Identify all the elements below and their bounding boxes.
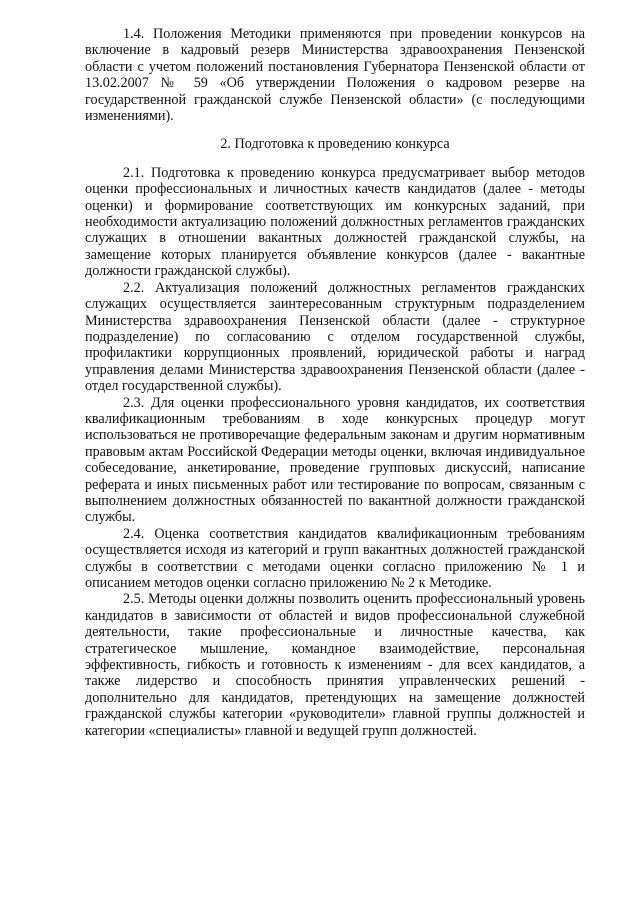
paragraph-2-2: 2.2. Актуализация положений должностных регламентов гражданских служащих осуществляется заинтересованным структурным подразделением Министерства здравоохранения Пензенской области (далее - структурное подразделение) по согласованию с отделом государственной службы, профилактики коррупционных проявлений, юридической работы и наград управления делами Министерства здравоохранения Пензенской области (далее - отдел государственной службы). (85, 279, 585, 395)
paragraph-2-1: 2.1. Подготовка к проведению конкурса предусматривает выбор методов оценки профессиональных и личностных качеств кандидатов (далее - методы оценки) и формирование соответствующих им конкурсных заданий, при необходимости актуализацию положений должностных регламентов гражданских служащих в отношении вакантных должностей гражданской службы, на замещение которых планируется объявление конкурсов (далее - вакантные должности гражданской службы). (85, 164, 585, 280)
paragraph-2-4: 2.4. Оценка соответствия кандидатов квалификационным требованиям осуществляется исходя из категорий и групп вакантных должностей гражданской службы в соответствии с методами оценки согласно приложению № 1 и описанием методов оценки согласно приложению № 2 к Методике. (85, 525, 585, 591)
section-heading: 2. Подготовка к проведению конкурса (220, 136, 450, 153)
paragraph-1-4: 1.4. Положения Методики применяются при проведении конкурсов на включение в кадровый резерв Министерства здравоохранения Пензенской области с учетом положений постановления Губернатора Пензенской области от 13.02.2007 № 59 «Об утверждении Положения о кадровом резерве на государственной гражданской службе Пензенской области» (с последующими изменениями). (85, 26, 585, 125)
paragraph-2-3: 2.3. Для оценки профессионального уровня кандидатов, их соответствия квалификационным требованиям в ходе конкурсных процедур могут использоваться не противоречащие федеральным законам и другим нормативным правовым актам Российской Федерации методы оценки, включая индивидуальное собеседование, анкетирование, проведение групповых дискуссий, написание реферата и иных письменных работ или тестирование по вопросам, связанным с выполнением должностных обязанностей по вакантной должности гражданской службы. (85, 394, 585, 526)
document-page (85, 26, 585, 739)
paragraph-2-5: 2.5. Методы оценки должны позволить оценить профессиональный уровень кандидатов в зависимости от областей и видов профессиональной служебной деятельности, такие профессиональные и личностные качества, как стратегическое мышление, командное взаимодействие, персональная эффективность, гибкость и готовность к изменениям - для всех кандидатов, а также лидерство и способность принятия управленческих решений - дополнительно для кандидатов, претендующих на замещение должностей гражданской службы категории «руководители» главной группы должностей и категории «специалисты» главной и ведущей групп должностей. (85, 591, 585, 739)
